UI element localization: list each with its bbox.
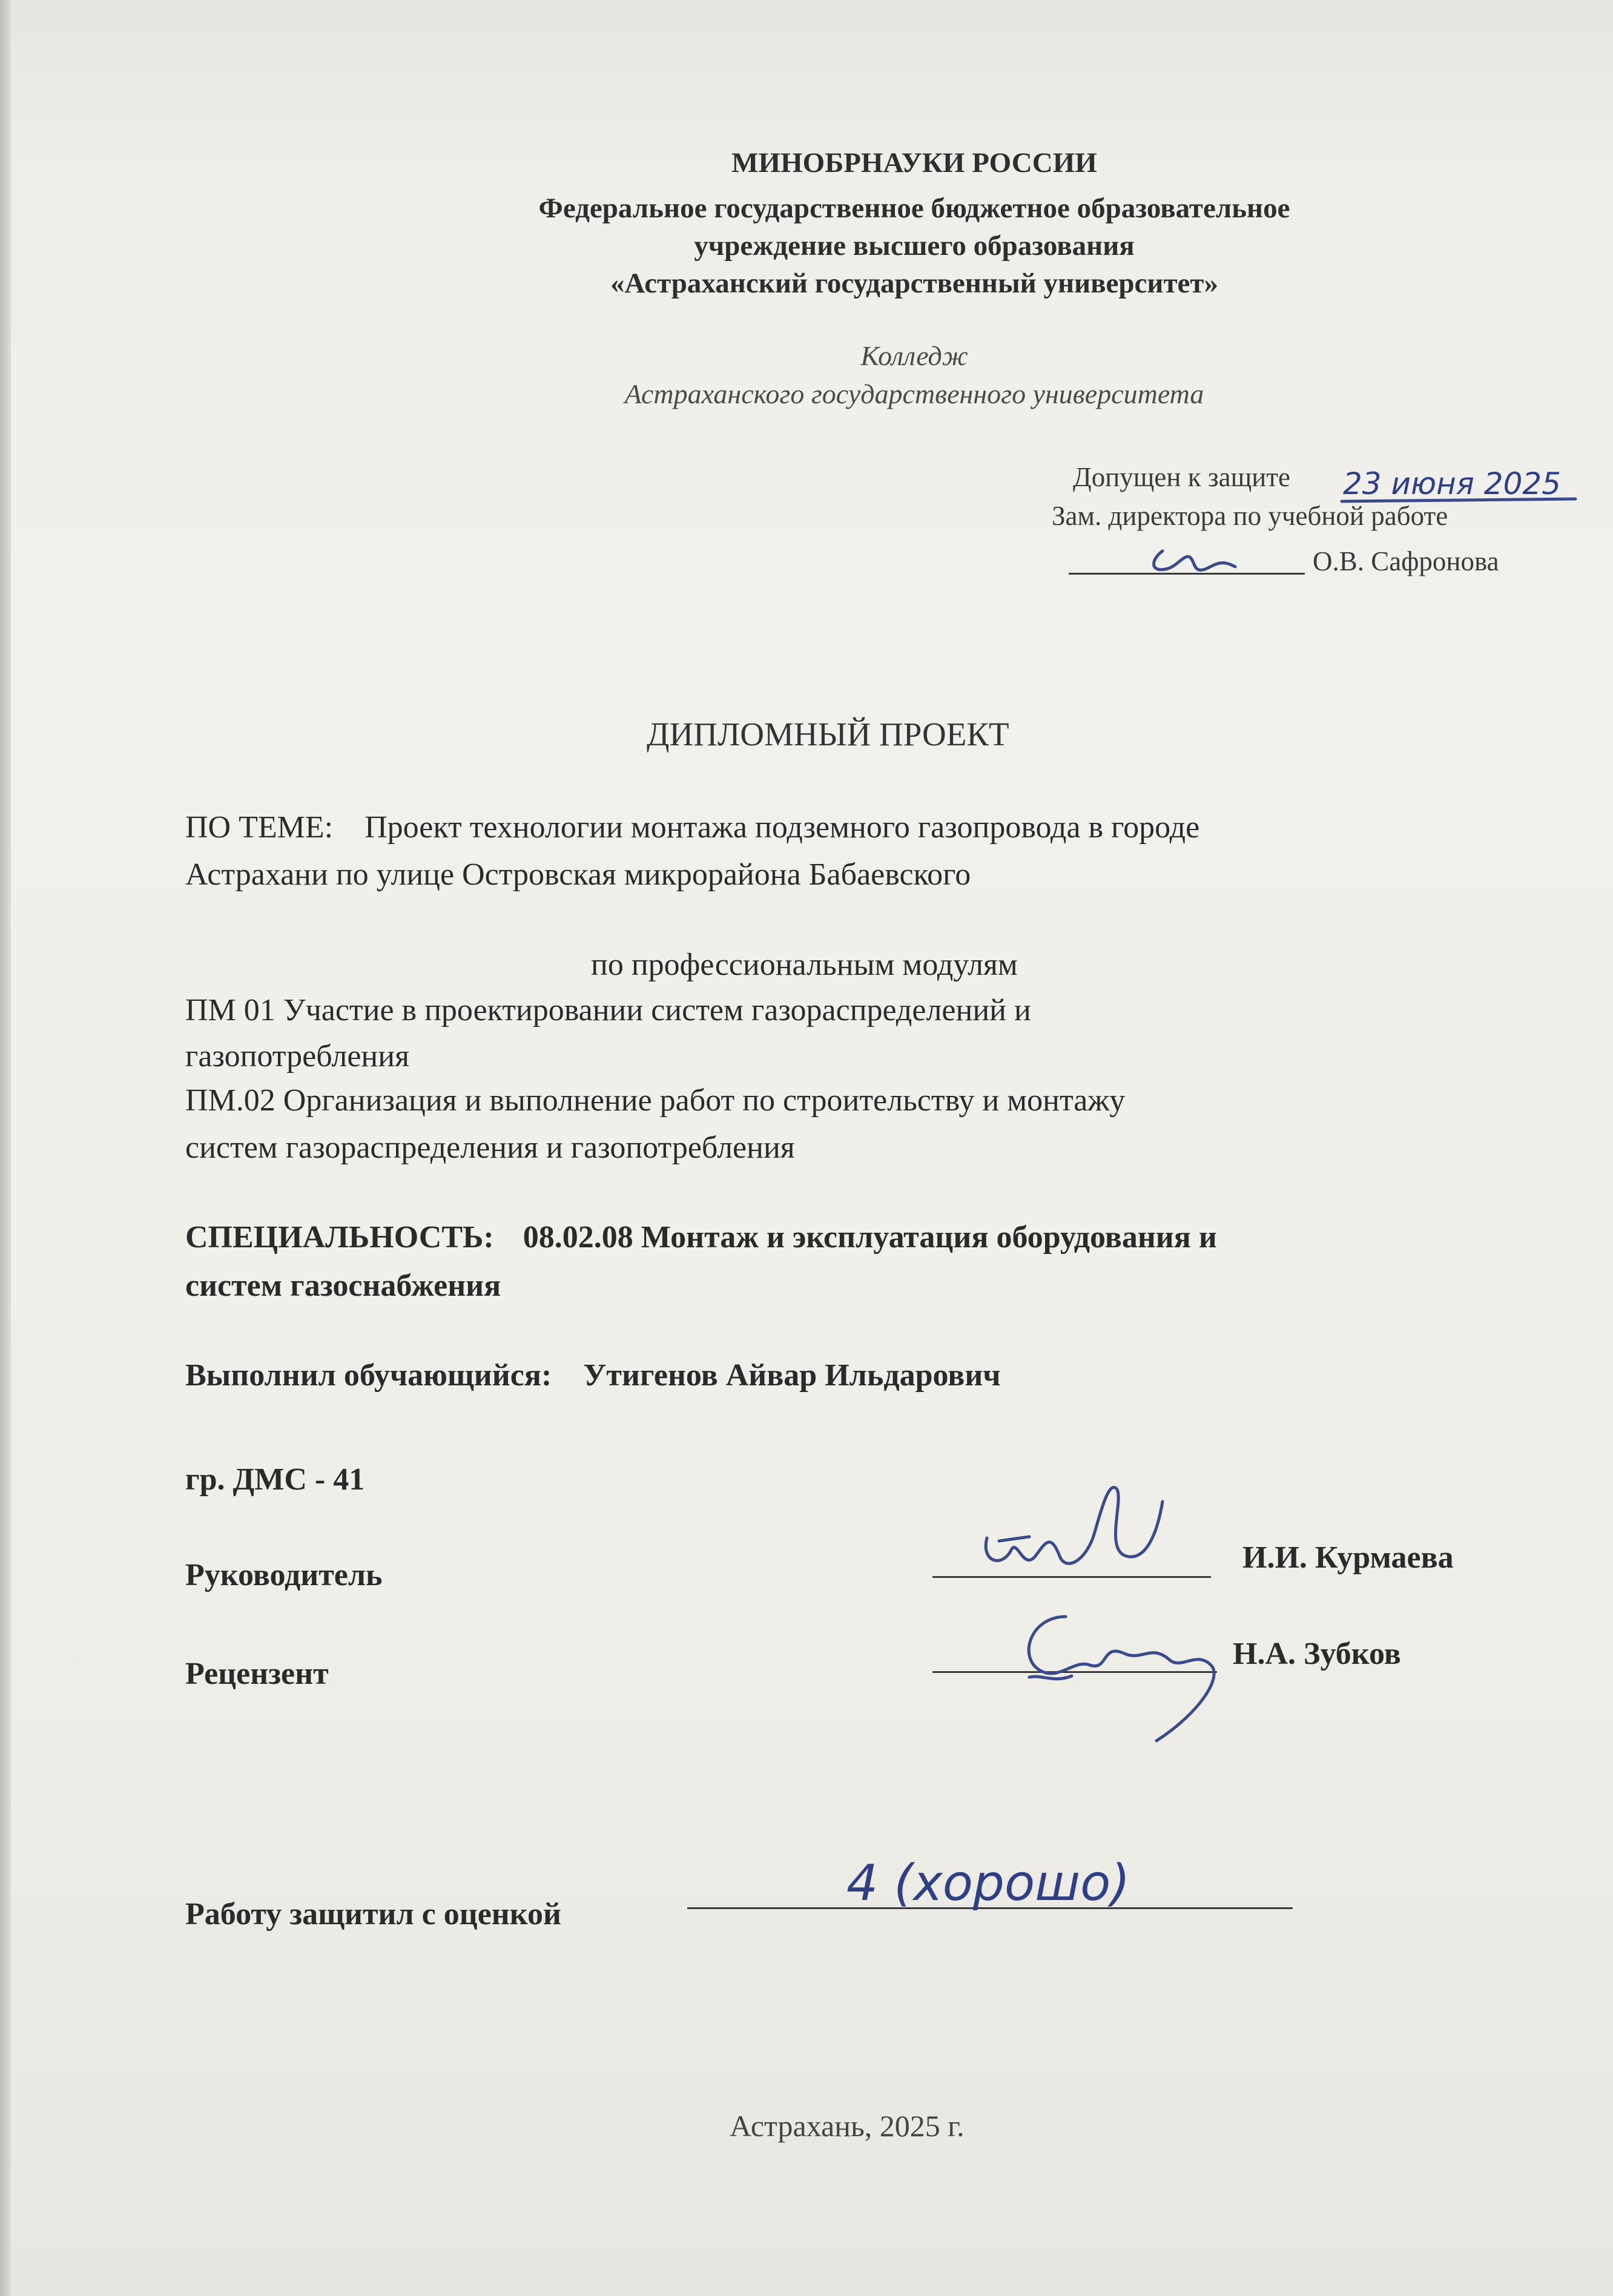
ministry-title: МИНОБРНАУКИ РОССИИ: [731, 147, 1097, 179]
approval-signature: [1138, 527, 1247, 581]
pm02-line-2: систем газораспределения и газопотребления: [185, 1130, 795, 1165]
supervisor-name: И.И. Курмаева: [1242, 1540, 1454, 1575]
admitted-label: Допущен к защите: [1073, 462, 1290, 492]
student-line: [185, 1356, 1001, 1395]
university-name: «Астраханский государственный университет»: [610, 268, 1218, 299]
student-name: Утигенов Айвар Ильдарович: [583, 1358, 1001, 1393]
svg-text:23 июня 2025: 23 июня 2025: [1343, 466, 1562, 501]
deputy-position: Зам. директора по учебной работе: [1052, 501, 1448, 531]
pm01-line-2: газопотребления: [185, 1039, 409, 1074]
specialty-line-2: систем газоснабжения: [185, 1268, 501, 1303]
city-year: Астрахань, 2025 г.: [730, 2109, 965, 2143]
specialty-line-1: [185, 1218, 1217, 1257]
reviewer-name: Н.А. Зубков: [1233, 1637, 1401, 1671]
modules-intro: по профессиональным модулям: [591, 948, 1018, 982]
college-line-2: Астраханского государственного университета: [624, 378, 1204, 409]
pm01-line-1: ПМ 01 Участие в проектировании систем газораспределений и: [185, 993, 1031, 1028]
college-line-1: Колледж: [860, 340, 968, 371]
topic-text-1: Проект технологии монтажа подземного газопровода в городе: [364, 810, 1200, 845]
deputy-name: О.В. Сафронова: [1313, 546, 1499, 576]
topic-line-2: Астрахани по улице Островская микрорайона Бабаевского: [185, 857, 971, 892]
supervisor-label: Руководитель: [185, 1558, 383, 1592]
institution-line-1: Федеральное государственное бюджетное образовательное: [538, 193, 1290, 224]
student-label: Выполнил обучающийся:: [185, 1358, 552, 1393]
topic-line-1: [185, 808, 1199, 847]
pm02-line-1: ПМ.02 Организация и выполнение работ по строительству и монтажу: [185, 1083, 1126, 1118]
student-group: гр. ДМС - 41: [185, 1462, 365, 1497]
svg-text:4 (хорошо): 4 (хорошо): [846, 1855, 1130, 1912]
specialty-text-1: 08.02.08 Монтаж и эксплуатация оборудования и: [523, 1220, 1217, 1255]
institution-line-2: учреждение высшего образования: [694, 230, 1135, 262]
specialty-label: СПЕЦИАЛЬНОСТЬ:: [185, 1220, 494, 1255]
document-title: ДИПЛОМНЫЙ ПРОЕКТ: [647, 716, 1009, 753]
topic-label: ПО ТЕМЕ:: [185, 810, 334, 845]
defense-label: Работу защитил с оценкой: [185, 1897, 562, 1931]
reviewer-label: Рецензент: [185, 1657, 329, 1691]
supervisor-signature: [945, 1465, 1199, 1598]
handwritten-grade: [836, 1841, 1163, 1925]
